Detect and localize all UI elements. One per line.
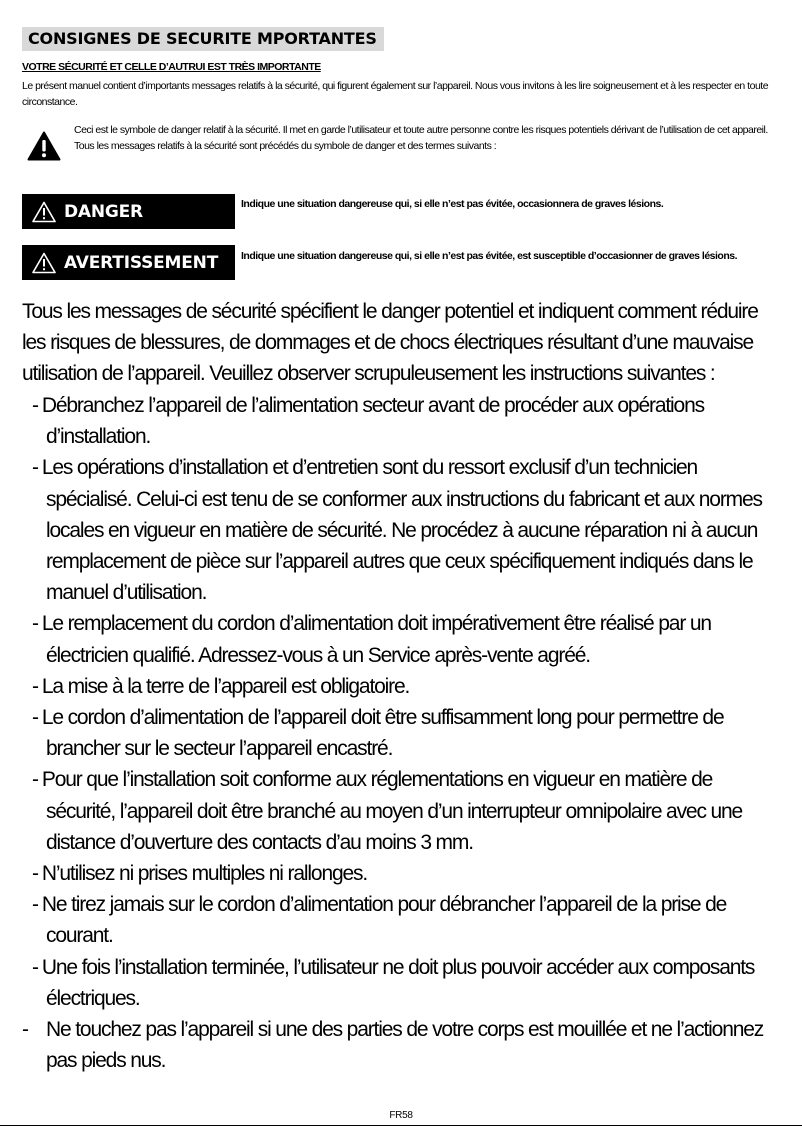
list-item-text: Les opérations d’installation et d’entretien sont du ressort exclusif d’un technicien spécialisé. Celui-ci est tenu de se conformer aux instructions du fabricant et aux normes locales en vigueur en matière de sécurité. Ne procédez à aucune réparation ni à aucun remplacement de pièce sur l’appareil autres que ceux spécifiquement indiqués dans le manuel d’utilisation. <box>41 456 762 605</box>
page-number: FR58 <box>389 1110 413 1121</box>
list-dash: - <box>32 456 38 480</box>
avertissement-signal-box <box>22 245 235 280</box>
symbol-notice-line1: Ceci est le symbole de danger relatif à la sécurité. Il met en garde l’utilisateur et toute autre personne contre les risques potentiels dérivant de l’utilisation de cet appareil. <box>74 124 768 136</box>
avertissement-description: Indique une situation dangereuse qui, si elle n’est pas évitée, est susceptible d’occasionner de graves lésions. <box>241 250 738 262</box>
list-item-text: Une fois l’installation terminée, l’utilisateur ne doit plus pouvoir accéder aux composants électriques. <box>41 955 755 1010</box>
avertissement-label: AVERTISSEMENT <box>64 252 219 273</box>
list-dash: - <box>32 394 38 417</box>
list-item <box>22 1014 782 1076</box>
list-dash: - <box>22 1018 28 1042</box>
safety-subtitle: VOTRE SÉCURITÉ ET CELLE D’AUTRUI EST TRÈS IMPORTANTE <box>22 61 321 73</box>
list-item-text: Le remplacement du cordon d’alimentation doit impérativement être réalisé par un électricien qualifié. Adressez-vous à un Service après-vente agréé. <box>41 612 711 667</box>
list-item <box>22 390 782 452</box>
safety-messages-intro: Tous les messages de sécurité spécifient le danger potentiel et indiquent comment réduire les risques de blessures, de dommages et de chocs électriques résultant d’une mauvaise utilisation de l’appareil. Veuillez observer scrupuleusement les instructions suivantes : <box>22 300 758 386</box>
list-item <box>22 764 782 858</box>
list-dash: - <box>32 768 38 792</box>
list-item <box>22 608 782 670</box>
symbol-notice <box>74 123 784 155</box>
list-item-text: Ne tirez jamais sur le cordon d’alimentation pour débrancher l’appareil de la prise de courant. <box>41 893 727 948</box>
list-item-text: La mise à la terre de l’appareil est obligatoire. <box>41 674 410 698</box>
list-dash: - <box>32 862 38 886</box>
safety-instructions-list <box>22 390 782 1076</box>
list-item <box>22 952 782 1014</box>
warning-triangle-icon <box>32 252 56 274</box>
list-item-text: Ne touchez pas l’appareil si une des parties de votre corps est mouillée et ne l’actionnez pas pieds nus. <box>46 1018 764 1073</box>
list-item <box>22 452 782 608</box>
danger-description: Indique une situation dangereuse qui, si elle n’est pas évitée, occasionnera de graves lésions. <box>241 198 664 210</box>
list-dash: - <box>32 706 38 730</box>
section-title: CONSIGNES DE SECURITE MPORTANTES <box>22 27 384 51</box>
list-item <box>22 702 782 764</box>
footer-divider <box>0 1125 802 1126</box>
warning-triangle-icon <box>27 131 61 161</box>
list-item-text: Pour que l’installation soit conforme aux réglementations en vigueur en matière de sécurité, l’appareil doit être branché au moyen d’un interrupteur omnipolaire avec une distance d’ouverture des contacts d’au moins 3 mm. <box>41 768 743 854</box>
list-dash: - <box>32 674 38 698</box>
danger-label: DANGER <box>64 201 143 222</box>
list-item <box>22 889 782 951</box>
list-item <box>22 858 782 889</box>
danger-signal-box <box>22 194 235 229</box>
list-dash: - <box>32 955 38 979</box>
manual-intro-text: Le présent manuel contient d’importants messages relatifs à la sécurité, qui figurent également sur l’appareil. Nous vous invitons à les lire soigneusement et à les respecter en toute circonstance. <box>22 80 769 108</box>
list-item-text: N’utilisez ni prises multiples ni rallonges. <box>41 862 368 886</box>
list-item <box>22 671 782 702</box>
list-item-text: Le cordon d’alimentation de l’appareil doit être suffisamment long pour permettre de brancher sur le secteur l’appareil encastré. <box>41 706 724 761</box>
warning-triangle-icon <box>32 201 56 223</box>
list-item-text: Débranchez l’appareil de l’alimentation secteur avant de procéder aux opérations d’installation. <box>41 394 704 449</box>
list-dash: - <box>32 612 38 636</box>
symbol-notice-line2: Tous les messages relatifs à la sécurité sont précédés du symbole de danger et des termes suivants : <box>74 139 497 152</box>
list-dash: - <box>32 893 38 917</box>
